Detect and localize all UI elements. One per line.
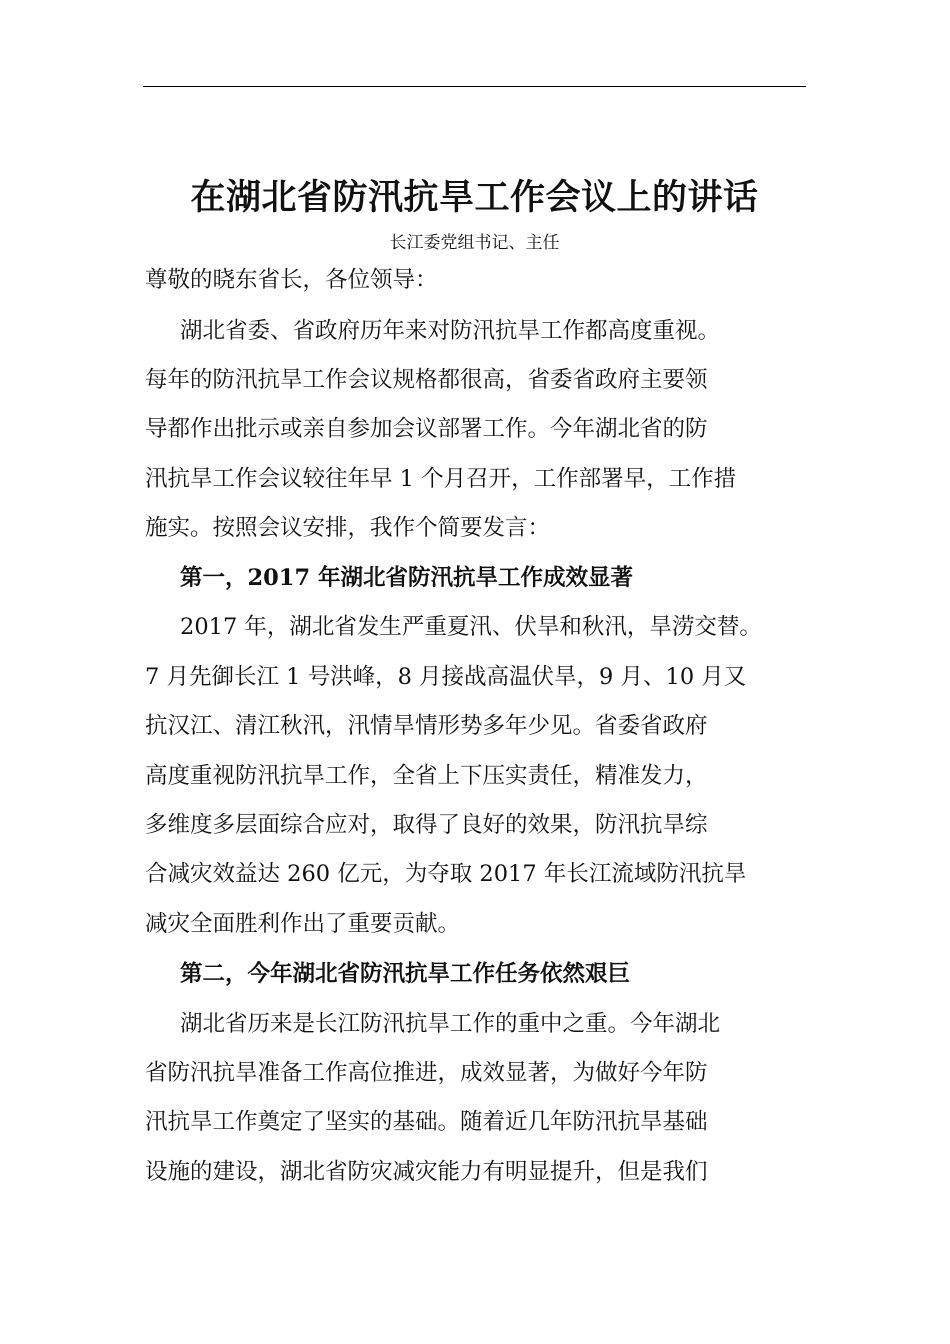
page-title: 在湖北省防汛抗旱工作会议上的讲话 bbox=[190, 177, 759, 218]
paragraph-line: 2017 年，湖北省发生严重夏汛、伏旱和秋汛，旱涝交替。 bbox=[180, 614, 762, 640]
paragraph-line: 设施的建设，湖北省防灾减灾能力有明显提升，但是我们 bbox=[145, 1159, 708, 1185]
paragraph-line: 减灾全面胜利作出了重要贡献。 bbox=[145, 911, 461, 937]
paragraph-line: 抗汉江、清江秋汛，汛情旱情形势多年少见。省委省政府 bbox=[145, 713, 708, 739]
paragraph-line: 每年的防汛抗旱工作会议规格都很高，省委省政府主要领 bbox=[145, 367, 708, 393]
paragraph-line: 湖北省委、省政府历年来对防汛抗旱工作都高度重视。 bbox=[180, 318, 721, 344]
salutation: 尊敬的晓东省长，各位领导： bbox=[145, 267, 438, 293]
paragraph-line: 施实。按照会议安排，我作个简要发言： bbox=[145, 515, 551, 541]
paragraph-line: 导都作出批示或亲自参加会议部署工作。今年湖北省的防 bbox=[145, 416, 708, 442]
header-rule bbox=[143, 86, 806, 87]
paragraph-line: 合减灾效益达 260 亿元，为夺取 2017 年长江流域防汛抗旱 bbox=[145, 861, 747, 887]
paragraph-line: 汛抗旱工作会议较往年早 1 个月召开，工作部署早，工作措 bbox=[145, 466, 737, 492]
section-heading-2: 第二，今年湖北省防汛抗旱工作任务依然艰巨 bbox=[180, 961, 631, 987]
paragraph-line: 多维度多层面综合应对，取得了良好的效果，防汛抗旱综 bbox=[145, 812, 708, 838]
speaker-affiliation: 长江委党组书记、主任 bbox=[389, 233, 560, 253]
paragraph-line: 7 月先御长江 1 号洪峰，8 月接战高温伏旱，9 月、10 月又 bbox=[145, 664, 747, 690]
paragraph-line: 高度重视防汛抗旱工作，全省上下压实责任，精准发力， bbox=[145, 763, 708, 789]
paragraph-line: 湖北省历来是长江防汛抗旱工作的重中之重。今年湖北 bbox=[180, 1011, 721, 1037]
paragraph-line: 汛抗旱工作奠定了坚实的基础。随着近几年防汛抗旱基础 bbox=[145, 1109, 708, 1135]
section-heading-1: 第一，2017 年湖北省防汛抗旱工作成效显著 bbox=[180, 565, 633, 591]
paragraph-line: 省防汛抗旱准备工作高位推进，成效显著，为做好今年防 bbox=[145, 1060, 708, 1086]
